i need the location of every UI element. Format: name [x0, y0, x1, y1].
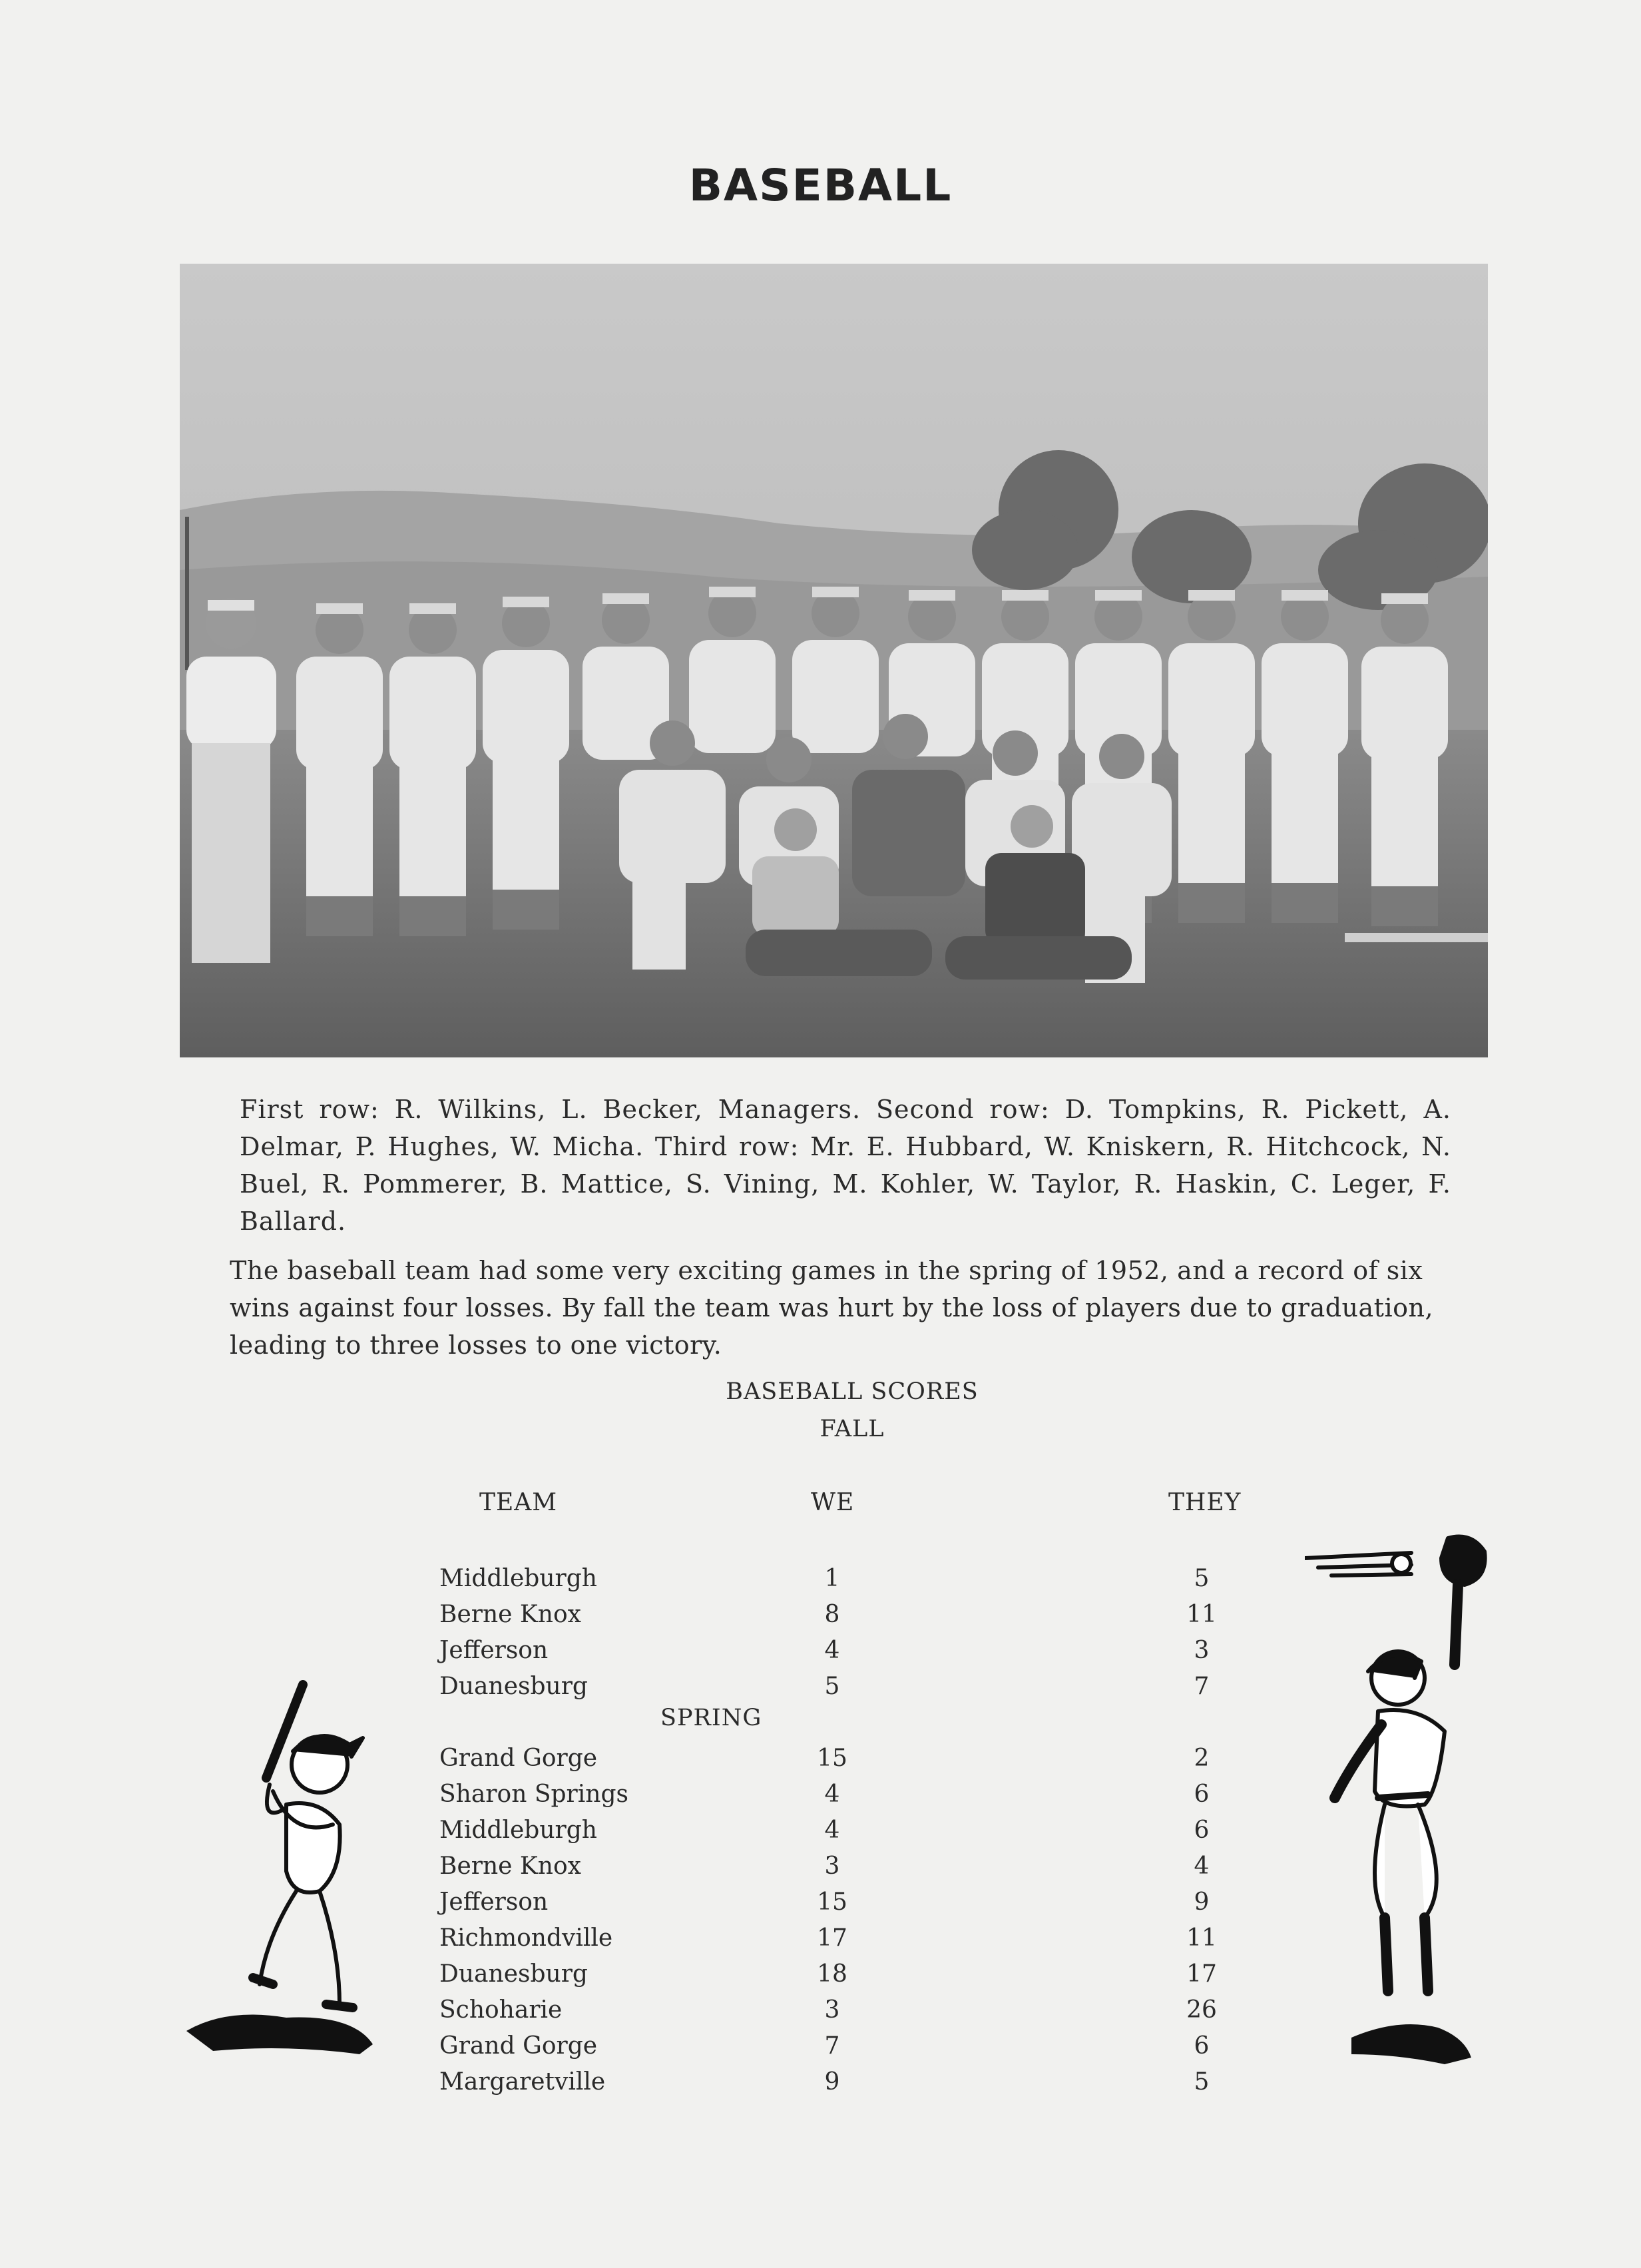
- spring-row-they: 6: [1194, 2032, 1210, 2060]
- spring-label: SPRING: [660, 1705, 762, 1731]
- spring-row-we: 4: [824, 1781, 840, 1808]
- spring-row-they: 6: [1194, 1781, 1210, 1808]
- col-head-we: WE: [811, 1489, 855, 1516]
- spring-row-they: 11: [1186, 1924, 1217, 1952]
- fall-row-they: 3: [1194, 1637, 1210, 1664]
- spring-row-we: 15: [817, 1888, 847, 1916]
- spring-row-team: Margaretville: [439, 2068, 606, 2096]
- spring-row-team: Berne Knox: [439, 1852, 581, 1880]
- spring-row-we: 3: [824, 1852, 840, 1880]
- intro-paragraph: The baseball team had some very exciting games in the spring of 1952, and a record of six wins against four losses. By fall the team was hurt by the loss of players due to graduation, leading to three losses to one victory.: [230, 1256, 1434, 1360]
- fall-row-we: 5: [824, 1673, 840, 1700]
- page-title: BASEBALL: [688, 160, 953, 211]
- spring-row-we: 15: [817, 1745, 847, 1772]
- fall-row-we: 4: [824, 1637, 840, 1664]
- spring-row-they: 5: [1194, 2068, 1210, 2096]
- spring-row-we: 17: [817, 1924, 847, 1952]
- spring-row-they: 26: [1186, 1996, 1217, 2024]
- spring-row-they: 17: [1186, 1960, 1217, 1988]
- spring-row-they: 6: [1194, 1817, 1210, 1844]
- spring-row-they: 2: [1194, 1745, 1210, 1772]
- fall-label: FALL: [820, 1416, 885, 1442]
- col-head-they: THEY: [1168, 1489, 1242, 1516]
- spring-row-team: Duanesburg: [439, 1960, 588, 1988]
- spring-row-we: 4: [824, 1817, 840, 1844]
- batter-icon: [186, 1671, 386, 2087]
- fall-row-team: Jefferson: [439, 1637, 549, 1664]
- spring-row-team: Grand Gorge: [439, 1745, 598, 1772]
- fall-row-we: 1: [824, 1565, 840, 1592]
- spring-row-team: Schoharie: [439, 1996, 563, 2024]
- fall-row-team: Middleburgh: [439, 1565, 597, 1592]
- fall-row-they: 11: [1186, 1601, 1217, 1628]
- spring-row-we: 18: [817, 1960, 847, 1988]
- spring-row-they: 4: [1194, 1852, 1210, 1880]
- fall-row-team: Duanesburg: [439, 1673, 588, 1700]
- spring-row-team: Sharon Springs: [439, 1781, 628, 1808]
- spring-row-team: Jefferson: [439, 1888, 549, 1916]
- col-head-team: TEAM: [479, 1489, 558, 1516]
- spring-row-we: 3: [824, 1996, 840, 2024]
- fall-row-we: 8: [824, 1601, 840, 1628]
- team-photo: [180, 264, 1488, 1057]
- spring-row-team: Richmondville: [439, 1924, 613, 1952]
- spring-row-they: 9: [1194, 1888, 1210, 1916]
- scores-heading: BASEBALL SCORES: [726, 1378, 979, 1405]
- fall-row-team: Berne Knox: [439, 1601, 581, 1628]
- fall-row-they: 5: [1194, 1565, 1210, 1592]
- spring-row-we: 9: [824, 2068, 840, 2096]
- spring-row-team: Middleburgh: [439, 1817, 597, 1844]
- fall-row-they: 7: [1194, 1673, 1210, 1700]
- spring-row-we: 7: [824, 2032, 840, 2060]
- fielder-catching-icon: [1305, 1512, 1505, 2087]
- spring-row-team: Grand Gorge: [439, 2032, 598, 2060]
- photo-caption: First row: R. Wilkins, L. Becker, Managers. Second row: D. Tompkins, R. Pickett, A. Delmar, P. Hughes, W. Micha. Third row: Mr. E. Hubbard, W. Kniskern, R. Hitchcock, N. Buel, R. Pommerer, B. Mattice, S. Vining, M. Kohler, W. Taylor, R. Haskin, C. Leger, F. Ballard.: [240, 1095, 1451, 1236]
